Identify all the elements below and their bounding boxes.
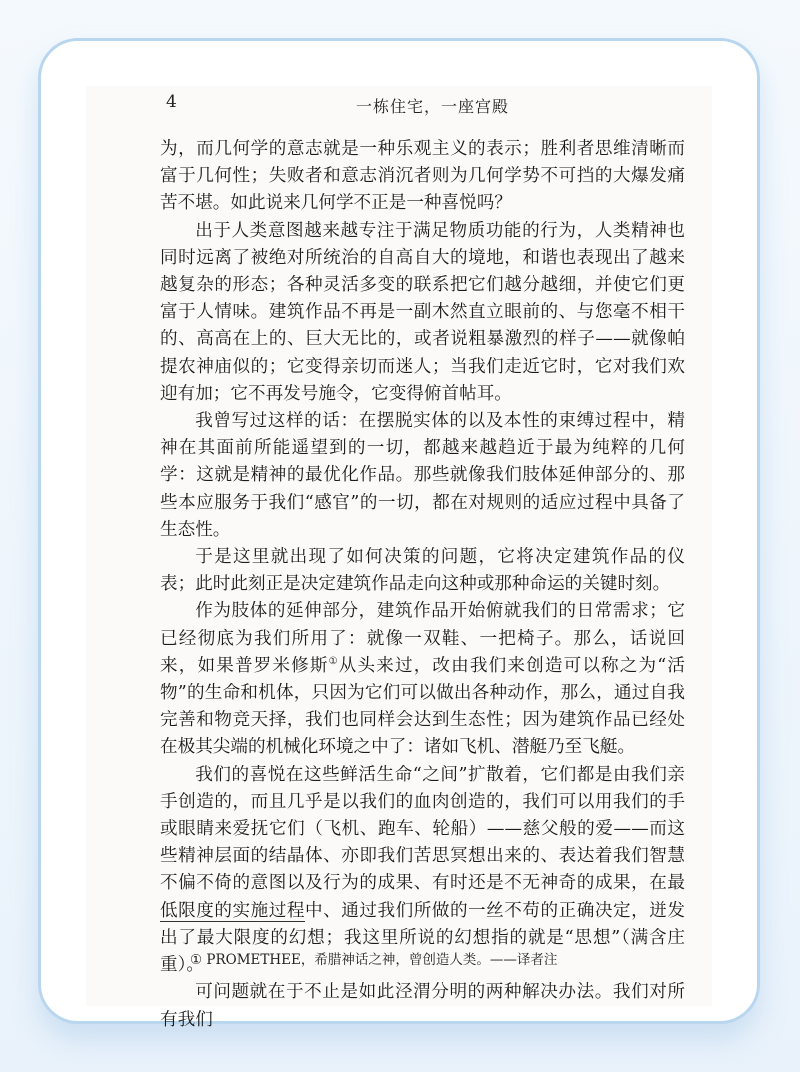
paragraph-text: 作为肢体的延伸部分，建筑作品开始俯就我们的日常需求；它已经彻底为我们所用了：就像一双鞋、一把椅子。那么，话说回来，如果普罗米修斯 (160, 601, 685, 676)
footnote-reference: ① (328, 656, 339, 667)
paragraph: 于是这里就出现了如何决策的问题，它将决定建筑作品的仪表；此时此刻正是决定建筑作品走向这种或那种命运的关键时刻。 (160, 547, 685, 595)
paragraph: 可问题就在于不止是如此泾渭分明的两种解决办法。我们对所有我们 (160, 982, 685, 1030)
paragraph: 为，而几何学的意志就是一种乐观主义的表示；胜利者思维清晰而富于几何性；失败者和意志消沉者则为几何学势不可挡的大爆发痛苦不堪。如此说来几何学不正是一种喜悦吗？ (160, 139, 685, 214)
body-text (160, 136, 685, 1034)
footnote-divider (160, 921, 305, 922)
paragraph: 我曾写过这样的话：在摆脱实体的以及本性的束缚过程中，精神在其面前所能遥望到的一切，都越来越趋近于最为纯粹的几何学：这就是精神的最优化作品。那些就像我们肢体延伸部分的、那些本应服务于我们“感官”的一切，都在对规则的适应过程中具备了生态性。 (160, 411, 685, 540)
paragraph (160, 598, 685, 761)
paragraph-text: 从头来过，改由我们来创造可以称之为“活物”的生命和机体，只因为它们可以做出各种动作，那么，通过自我完善和物竞天择，我们也同样会达到生态性；因为建筑作品已经处在极其尖端的机械化环境之中了：诸如飞机、潜艇乃至飞艇。 (160, 655, 685, 758)
page-number: 4 (166, 92, 177, 112)
running-title: 一栋住宅，一座宫殿 (356, 97, 510, 116)
footnote: ① PROMETHEE，希腊神话之神，曾创造人类。——译者注 (190, 952, 558, 968)
paragraph: 我们的喜悦在这些鲜活生命“之间”扩散着，它们都是由我们亲手创造的，而且几乎是以我们的血肉创造的，我们可以用我们的手或眼睛来爱抚它们（飞机、跑车、轮船）——慈父般的爱——而这些精神层面的结晶体、亦即我们苦思冥想出来的、表达着我们智慧不偏不倚的意图以及行为的成果、有时还是不无神奇的成果，在最低限度的实施过程中、通过我们所做的一丝不苟的正确决定，迸发出了最大限度的幻想；我这里所说的幻想指的就是“思想”（满含庄重）。 (160, 764, 685, 976)
paragraph: 出于人类意图越来越专注于满足物质功能的行为，人类精神也同时远离了被绝对所统治的自高自大的境地，和谐也表现出了越来越复杂的形态；各种灵活多变的联系把它们越分越细，并使它们更富于人情味。建筑作品不再是一副木然直立眼前的、与您毫不相干的、高高在上的、巨大无比的，或者说粗暴激烈的样子——就像帕提农神庙似的；它变得亲切而迷人；当我们走近它时，它对我们欢迎有加；它不再发号施令，它变得俯首帖耳。 (160, 220, 685, 404)
